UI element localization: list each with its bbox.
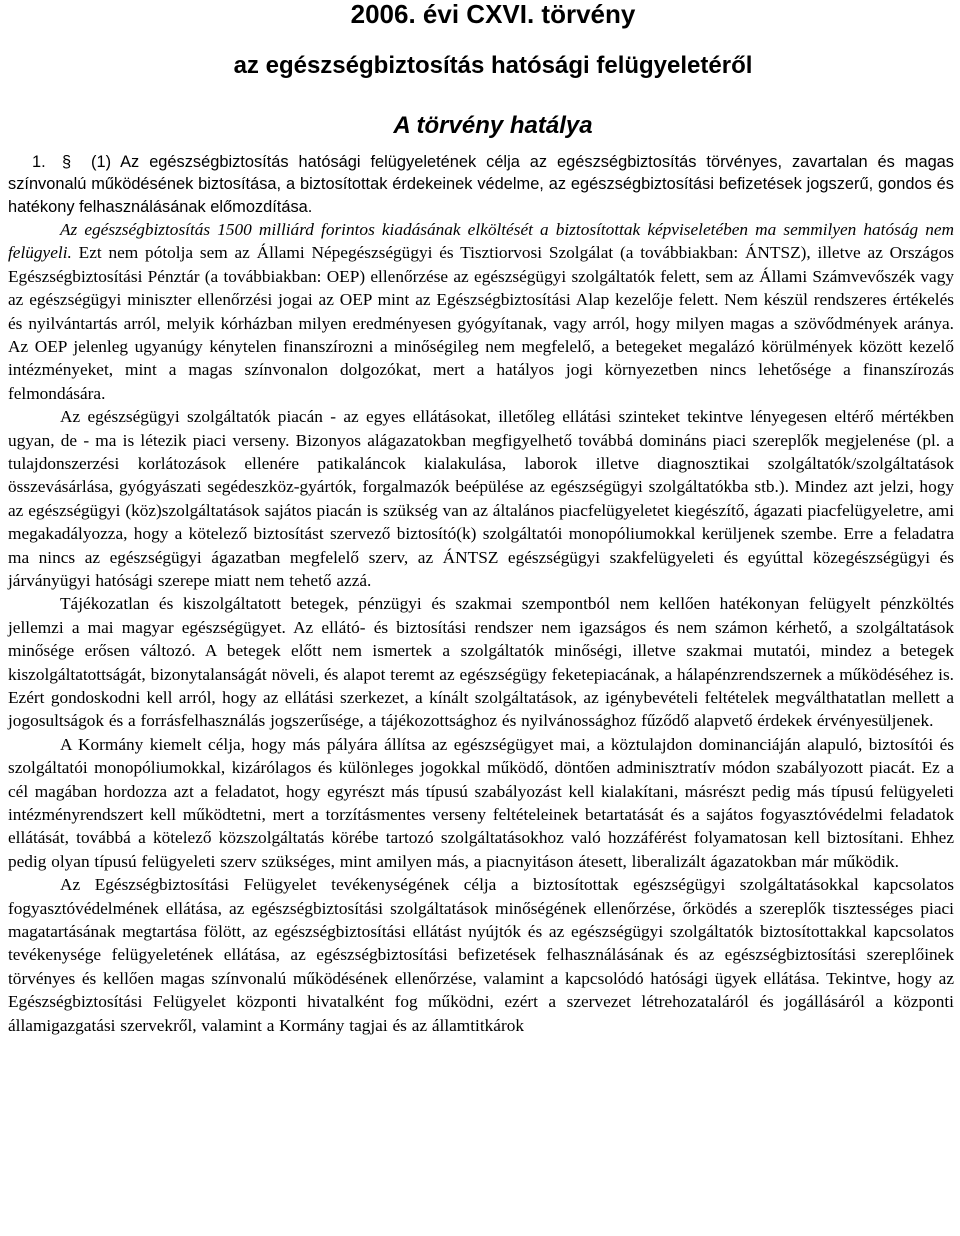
paragraph-number: 1. bbox=[32, 153, 46, 171]
paragraph-2 bbox=[8, 218, 954, 405]
paragraph-4: Tájékozatlan és kiszolgáltatott betegek, pénzügyi és szakmai szempontból nem kellően hatékonyan felügyelt pénzköltés jellemzi a mai magyar egészségügyet. Az ellátó- és biztosítási rendszer nem igazságos és nem számon kérhető, a szolgáltatások minősége erősen változó. A betegek előtt nem ismertek a szolgáltatók minőségi, illetve szakmai mutatói, mindez a betegek kiszolgáltatottságát, bizonytalanságát növeli, és alapot teremt az egészségügy feketepiacának, a hálapénzrendszernek a működéséhez is. Ezért gondoskodni kell arról, hogy az ellátási szerkezet, a kínált szolgáltatások, az igénybevételi feltételek megválthatatlan mellett a jogosultságok és a forrásfelhasználás jogszerűsége, a tájékozottsághoz és nyilvánossághoz fűződő alapvető érdekek érvényesüljenek. bbox=[8, 594, 954, 731]
section-sign: § bbox=[62, 153, 72, 171]
paragraph-3: Az egészségügyi szolgáltatók piacán - az egyes ellátásokat, illetőleg ellátási szinteket tekintve lényegesen eltérő mértékben ugyan, de - ma is létezik piaci verseny. Bizonyos alágazatokban megfigyelhető továbbá domináns piaci szereplők megjelenése (pl. a tulajdonszerzési korlátozások ellenére patikaláncok kialakulása, laborok illetve diagnosztikai szolgáltatók/szolgáltatások összevásárlása, gyógyászati segédeszköz-gyártók, forgalmazók beépülése az egészségügyi szolgáltatókba stb.). Mindez azt jelzi, hogy az egészségügyi (köz)szolgáltatások sajátos piacán is szükség van az általános piacfelügyeletet kiegészítő, ágazati piacfelügyeletre, ami megakadályozza, hogy a kötelező biztosítást szervező biztosító(k) szolgáltatói monopóliumokkal kerüljenek szembe. Erre a feladatra ma nincs az egészségügyi ágazatban megfelelő szerv, az ÁNTSZ egészségügyi szakfelügyeleti és egyúttal közegészségügyi és járványügyi hatósági szerepe miatt nem tehető azzá. bbox=[8, 407, 954, 590]
document-title: 2006. évi CXVI. törvény bbox=[350, 0, 636, 29]
paragraph-2-text: Ezt nem pótolja sem az Állami Népegészségügyi és Tisztiorvosi Szolgálat (a továbbiakban: ÁNTSZ), illetve az Országos Egészségbiztosítási Pénztár (a továbbiakban: OEP) ellenőrzése az egészségügyi szolgáltatók felett, sem az Állami Számvevőszék vagy az egészségügyi miniszter ellenőrzési jogai az OEP mint az Egészségbiztosítási Alap kezelője felett. Nem készül rendszeres értékelés és nyilvántartás arról, melyik kórházban milyen eredményesen gyógyítanak, vagy arról, hogy milyen magas a szövődmények aránya. Az OEP jelenleg ugyanúgy kénytelen finanszírozni a minőségileg nem megfelelő, a betegeket megalázó körülmények között kezelő intézményeket, mint a magas színvonalon dolgozókat, mert a hatályos jogi környezetben nincs lehetősége a finanszírozás felmondására. bbox=[8, 243, 954, 403]
section-heading: A törvény hatálya bbox=[393, 112, 593, 139]
paragraph-1 bbox=[8, 151, 954, 218]
document-subtitle: az egészségbiztosítás hatósági felügyeletéről bbox=[233, 52, 753, 79]
paragraph-6: Az Egészségbiztosítási Felügyelet tevékenységének célja a biztosítottak egészségügyi szolgáltatásokkal kapcsolatos fogyasztóvédelmének ellátása, az egészségbiztosítási szolgáltatások minőségének ellenőrzése, őrködés a szereplők tisztességes piaci magatartásának megtartása fölött, az egészségbiztosítási ellátást nyújtók és az egészségügyi szolgáltatók biztosítottakkal kapcsolatos tevékenysége felügyeletének ellátása, az egészségbiztosítási befizetések felhasználásának és az egészségbiztosítási szereplőinek törvényes és kellően magas színvonalú működésének ellenőrzése, valamint a kapcsolódó hatósági ügyek ellátása. Tekintve, hogy az Egészségbiztosítási Felügyelet központi hivatalként fog működni, ezért a szervezet létrehozataláról és jogállásáról a központi államigazgatási szervekről, valamint a Kormány tagjai és az államtitkárok bbox=[8, 875, 954, 1035]
paragraph-2-italic: Az egészségbiztosítás 1500 milliárd forintos kiadásának elköltését a biztosítottak képviseletében ma semmilyen hatóság nem felügyeli. bbox=[8, 219, 954, 263]
paragraph-1-text: (1) Az egészségbiztosítás hatósági felügyeletének célja az egészségbiztosítás törvényes, zavartalan és magas színvonalú működésének biztosítása, a biztosítottak érdekeinek védelme, az egészségbiztosítási befizetések jogszerű, gondos és hatékony felhasználásának előmozdítása. bbox=[8, 153, 954, 216]
paragraph-5: A Kormány kiemelt célja, hogy más pályára állítsa az egészségügyet mai, a köztulajdon dominanciáján alapuló, biztosítói és szolgáltatói monopóliumokkal, kizárólagos és különleges jogokkal működő, döntően adminisztratív módon szabályozott piacát. Ez a cél magában hordozza azt a feladatot, hogy egyrészt más típusú szabályozást kell kialakítani, másrészt pedig más típusú felügyeleti intézményrendszert kell működtetni, mert a torzításmentes verseny feltételeinek betartatását és a sajátos fogyasztóvédelmi feladatok ellátását, továbbá a kötelező közszolgáltatás körébe tartozó szolgáltatásokhoz való hozzáférést folyamatosan kell biztosítani. Ehhez pedig olyan típusú felügyeleti szerv szükséges, mint amilyen más, a piacnyitáson átesett, liberalizált ágazatokban már működik. bbox=[8, 734, 954, 871]
